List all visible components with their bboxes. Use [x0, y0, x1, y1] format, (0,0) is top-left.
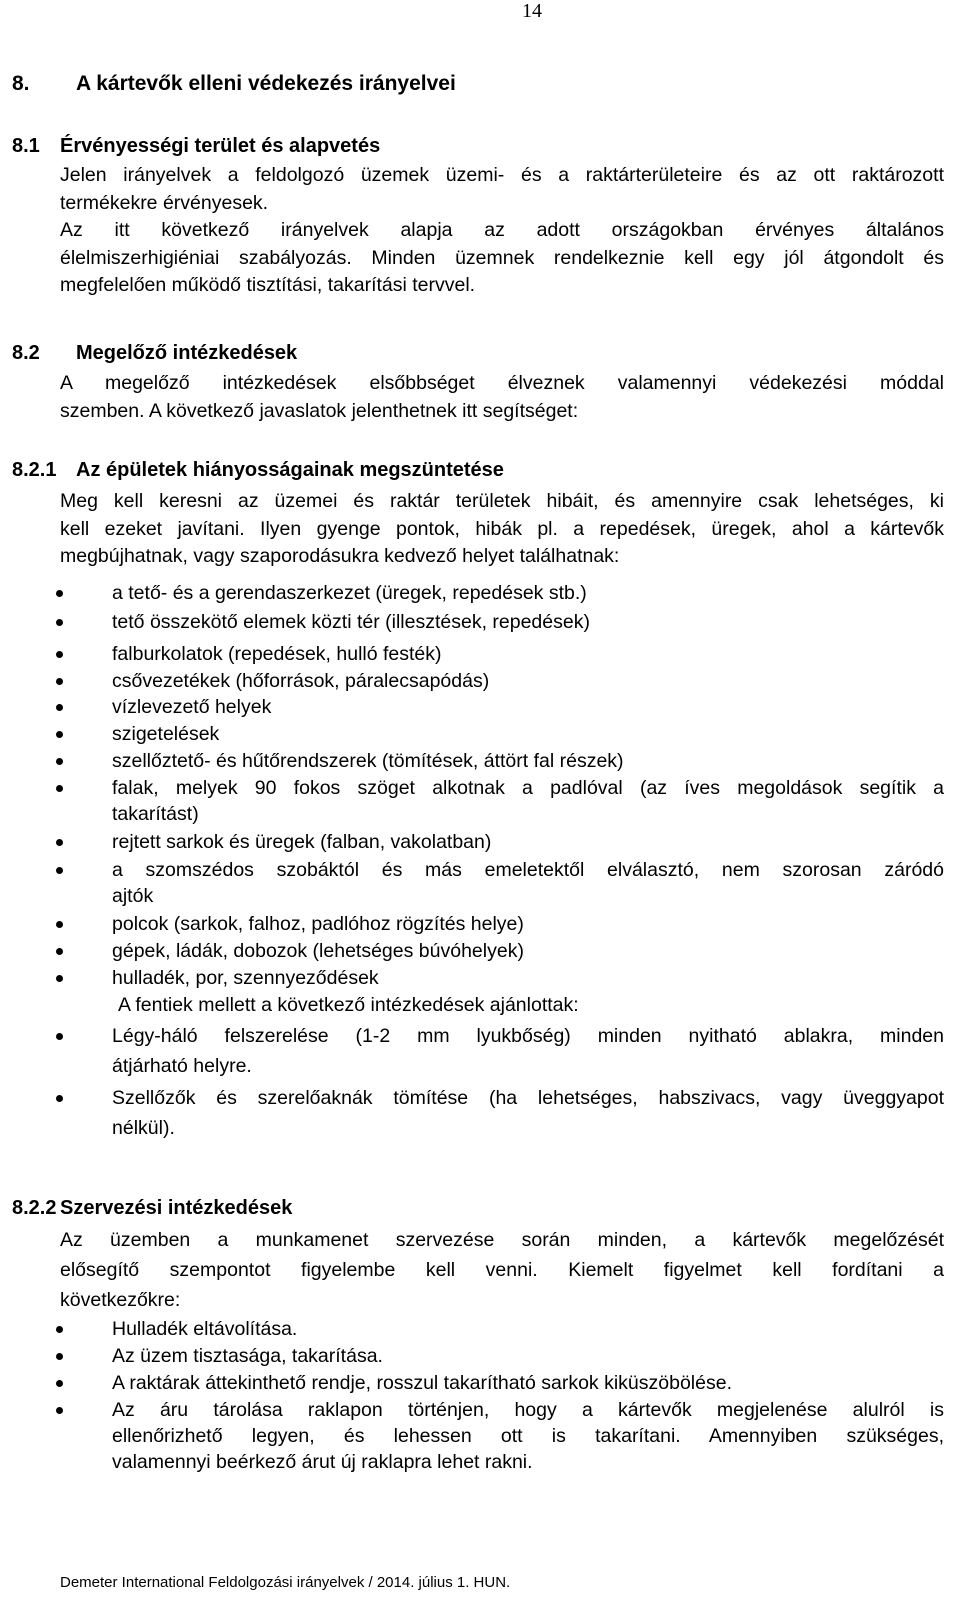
bullet-dot	[56, 590, 63, 597]
list-item-line: átjárható helyre.	[112, 1055, 252, 1077]
paragraph-line: élelmiszerhigiéniai szabályozás. Minden üzemnek rendelkeznie kell egy jól átgondolt és	[60, 246, 944, 269]
bullet-dot	[56, 1407, 63, 1414]
list-item-line: a szomszédos szobáktól és más emeletektől elválasztó, nem szorosan záródó	[112, 859, 944, 881]
list-item-text: A raktárak áttekinthető rendje, rosszul takarítható sarkok kiküszöbölése.	[112, 1372, 732, 1394]
list-item-text	[112, 1083, 944, 1143]
paragraph-line: Meg kell keresni az üzemei és raktár területek hibáit, és amennyire csak lehetséges, ki	[60, 490, 944, 512]
paragraph-line: Az itt következő irányelvek alapja az adott országokban érvényes általános	[60, 219, 944, 241]
page-footer: Demeter International Feldolgozási irányelvek / 2014. július 1. HUN.	[60, 1574, 511, 1591]
list-item-text: falburkolatok (repedések, hulló festék)	[112, 643, 442, 665]
paragraph-line: szemben. A következő javaslatok jelenthetnek itt segítséget:	[60, 399, 579, 422]
list-item-text	[112, 1397, 944, 1475]
paragraph-line: megfelelően működő tisztítási, takarítási tervvel.	[60, 274, 476, 296]
list-item-text: Az üzem tisztasága, takarítása.	[112, 1345, 383, 1367]
paragraph-line: termékekre érvényesek.	[60, 191, 269, 214]
section-8-1-paragraph	[60, 162, 944, 300]
list-item-text: gépek, ládák, dobozok (lehetséges búvóhelyek)	[112, 940, 524, 962]
paragraph-line: következőkre:	[60, 1289, 181, 1311]
bullet-dot	[56, 678, 63, 685]
paragraph-line: elősegítő szempontot figyelembe kell venni. Kiemelt figyelmet kell fordítani a	[60, 1259, 944, 1281]
bullet-dot	[56, 1095, 63, 1102]
bullet-dot	[56, 619, 63, 626]
list-item-line: valamennyi beérkező árut új raklapra lehet rakni.	[112, 1451, 533, 1473]
bullet-dot	[56, 785, 63, 792]
list-item-text: a tető- és a gerendaszerkezet (üregek, repedések stb.)	[112, 582, 587, 604]
list-item-line: ellenőrizhető legyen, és lehessen ott is takarítani. Amennyiben szükséges,	[112, 1425, 944, 1447]
list-item-text: rejtett sarkok és üregek (falban, vakolatban)	[112, 831, 492, 853]
bullet-dot	[56, 839, 63, 846]
list-item-line: Az áru tárolása raklapon történjen, hogy a kártevők megjelenése alulról is	[112, 1399, 944, 1421]
section-8-2-2-number: 8.2.2	[12, 1197, 57, 1219]
bullet-dot	[56, 1353, 63, 1360]
list-item-text: csővezetékek (hőforrások, páralecsapódás)	[112, 670, 490, 692]
list-item-line: takarítást)	[112, 803, 199, 825]
list-item-text: szellőztető- és hűtőrendszerek (tömítések, áttört fal részek)	[112, 750, 624, 772]
list-item-text	[112, 775, 944, 827]
list-item-line: ajtók	[112, 885, 154, 907]
bullet-dot	[56, 975, 63, 982]
section-8-2-1-number: 8.2.1	[12, 459, 57, 481]
bullet-dot	[56, 731, 63, 738]
section-8-1-number: 8.1	[12, 135, 40, 157]
bullet-dot	[56, 867, 63, 874]
paragraph-line: megbújhatnak, vagy szaporodásukra kedvező helyet találhatnak:	[60, 545, 620, 567]
section-8-2-1-paragraph	[60, 488, 944, 571]
list-item-text: tető összekötő elemek közti tér (illesztések, repedések)	[112, 611, 590, 633]
list-item-text	[112, 857, 944, 909]
list-item-text: szigetelések	[112, 723, 220, 745]
paragraph-line: Jelen irányelvek a feldolgozó üzemek üzemi- és a raktárterületeire és az ott raktározott	[60, 164, 944, 186]
list-item-text: hulladék, por, szennyeződések	[112, 967, 379, 989]
bullet-dot	[56, 1380, 63, 1387]
section-8-2-2-paragraph	[60, 1225, 944, 1315]
list-item-text	[112, 1021, 944, 1081]
paragraph-line: A megelőző intézkedések elsőbbséget élveznek valamennyi védekezési móddal	[60, 372, 944, 394]
list-item-text: vízlevezető helyek	[112, 696, 272, 718]
paragraph-line: Az üzemben a munkamenet szervezése során minden, a kártevők megelőzését	[60, 1229, 944, 1251]
section-8-2-title: Megelőző intézkedések	[76, 342, 298, 364]
page-number: 14	[522, 0, 542, 22]
bullet-dot	[56, 704, 63, 711]
section-8-2-number: 8.2	[12, 342, 40, 364]
list-item-line: nélkül).	[112, 1117, 175, 1139]
list-item-text: polcok (sarkok, falhoz, padlóhoz rögzítés helye)	[112, 913, 524, 935]
section-8-2-1-title: Az épületek hiányosságainak megszüntetése	[76, 459, 504, 481]
section-8-2-2-title: Szervezési intézkedések	[60, 1197, 293, 1219]
section-8-number: 8.	[12, 72, 30, 95]
section-8-title: A kártevők elleni védekezés irányelvei	[76, 72, 456, 95]
bullet-dot	[56, 921, 63, 928]
bullet-dot	[56, 651, 63, 658]
bullet-dot	[56, 948, 63, 955]
list-item-line: Szellőzők és szerelőaknák tömítése (ha lehetséges, habszivacs, vagy üveggyapot	[112, 1087, 944, 1109]
bullet-dot	[56, 758, 63, 765]
list-item-line: Légy-háló felszerelése (1-2 mm lyukbőség) minden nyitható ablakra, minden	[112, 1025, 944, 1047]
list-item-line: falak, melyek 90 fokos szöget alkotnak a padlóval (az íves megoldások segítik a	[112, 777, 944, 799]
section-8-2-paragraph	[60, 370, 944, 425]
bullet-dot	[56, 1326, 63, 1333]
section-8-1-title: Érvényességi terület és alapvetés	[60, 135, 381, 157]
recommendations-intro: A fentiek mellett a következő intézkedések ajánlottak:	[118, 994, 579, 1016]
paragraph-line: kell ezeket javítani. Ilyen gyenge pontok, hibák pl. a repedések, üregek, ahol a kártevők	[60, 517, 944, 540]
list-item-text: Hulladék eltávolítása.	[112, 1318, 298, 1340]
bullet-dot	[56, 1033, 63, 1040]
